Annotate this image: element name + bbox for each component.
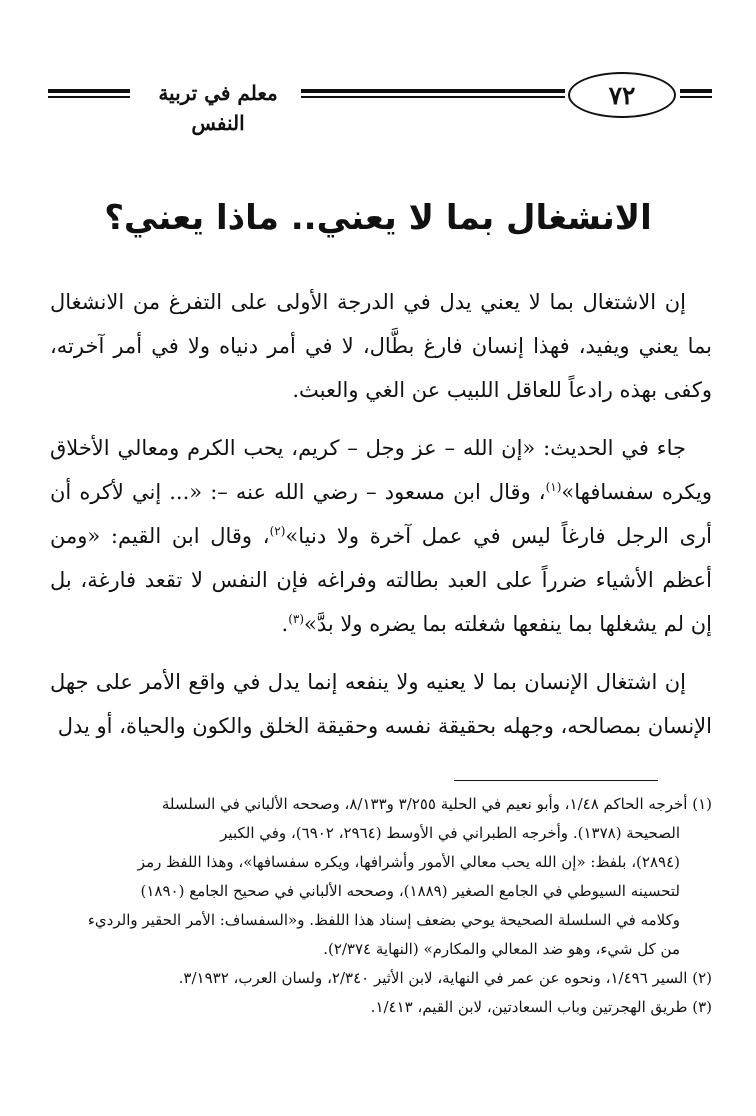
footnote-1-line-6: من كل شيء، وهو ضد المعالي والمكارم» (النهاية ٢/٣٧٤).: [323, 940, 680, 958]
book-title: معلم في تربية النفس: [158, 81, 278, 135]
paragraph-2-part-2: ، وقال ابن مسعود – رضي الله عنه –: «... إني لأكره أن أرى الرجل فارغاً ليس في عمل آخرة ولا دنيا»: [50, 480, 713, 548]
footnote-3: (٣) طريق الهجرتين وباب السعادتين، لابن القيم، ١/٤١٣.: [370, 998, 712, 1016]
paragraph-3: إن اشتغال الإنسان بما لا يعنيه ولا ينفعه إنما يدل في واقع الأمر على جهل الإنسان بمصالحه، وجهله بحقيقة نفسه وحقيقة الخلق والكون والحياة، أو يدل: [50, 670, 712, 738]
footnote-2: (٢) السير ١/٤٩٦، ونحوه عن عمر في النهاية، لابن الأثير ٢/٣٤٠، ولسان العرب، ٣/١٩٣٢.: [178, 969, 712, 987]
footnote-ref-1: (١): [545, 480, 562, 494]
paragraph-2: [50, 426, 712, 646]
header-rule-middle: [301, 89, 565, 99]
footnote-1-line-3: (٢٨٩٤)، بلفظ: «إن الله يحب معالي الأمور وأشرافها، ويكره سفسافها»، وهذا اللفظ رمز: [137, 853, 680, 871]
header-rule-left: [48, 89, 130, 99]
footnote-1-line-2: الصحيحة (١٣٧٨). وأخرجه الطبراني في الأوسط (٢٩٦٤، ٦٩٠٢)، وفي الكبير: [220, 824, 680, 842]
footnote-1-line-5: وكلامه في السلسلة الصحيحة يوحي بضعف إسناد هذا اللفظ. و«السفساف: الأمر الحقير والرديء: [87, 911, 680, 929]
paragraph-1: إن الاشتغال بما لا يعني يدل في الدرجة الأولى على التفرغ من الانشغال بما يعني ويفيد، فهذا إنسان فارغ بطَّال، لا في أمر دنياه ولا في أمر آخرته، وكفى بهذه رادعاً للعاقل اللبيب عن الغي والعبث.: [50, 290, 712, 402]
body-text: [50, 280, 712, 762]
paragraph-2-part-3: ، وقال ابن القيم: «ومن أعظم الأشياء ضرراً على العبد بطالته وفراغه فإن النفس لا تقعد فارغة، بل إن لم يشغلها بما ينفعها شغلته بما يضره ولا بدَّ»: [50, 524, 712, 636]
footnote-1-line-4: لتحسينه السيوطي في الجامع الصغير (١٨٨٩)، وصححه الألباني في صحيح الجامع (١٨٩٠): [140, 882, 680, 900]
page-header: [48, 72, 710, 135]
paragraph-2-end: .: [281, 612, 289, 636]
header-rule-right: [680, 89, 712, 99]
paragraph-2-part-1: جاء في الحديث: «إن الله – عز وجل – كريم، يحب الكرم ومعالي الأخلاق ويكره سفسافها»: [50, 436, 712, 504]
footnote-1-line-1: (١) أخرجه الحاكم ١/٤٨، وأبو نعيم في الحلية ٣/٢٥٥ و٨/١٣٣، وصححه الألباني في السلسلة: [161, 795, 712, 813]
section-heading: الانشغال بما لا يعني.. ماذا يعني؟: [104, 198, 652, 238]
page-number: ٧٢: [568, 72, 676, 118]
footnote-ref-3: (٣): [288, 612, 305, 626]
footnote-separator: [454, 780, 658, 781]
footnotes: [50, 790, 712, 1022]
footnote-ref-2: (٢): [269, 524, 286, 538]
